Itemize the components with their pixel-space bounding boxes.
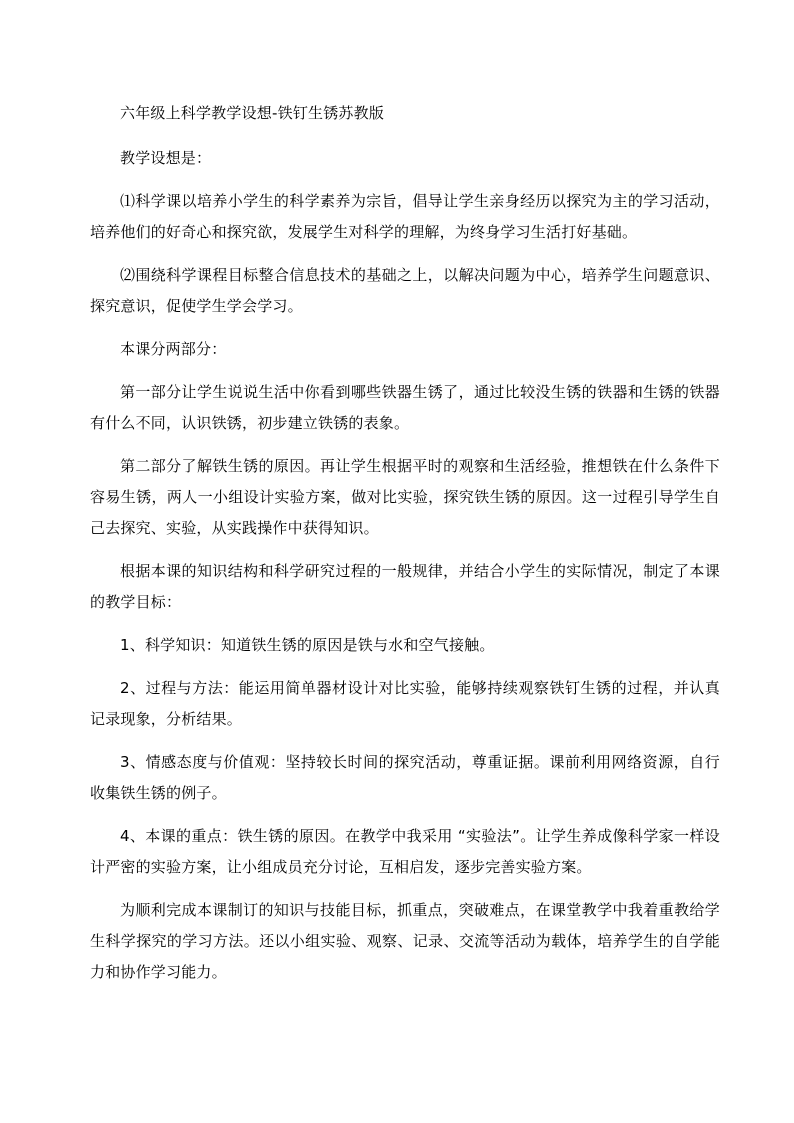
paragraph-part-2: 第二部分了解铁生锈的原因。再让学生根据平时的观察和生活经验，推想铁在什么条件下容易生锈，两人一小组设计实验方案，做对比实验，探究铁生锈的原因。这一过程引导学生自己去探究、实验，从实践操作中获得知识。	[90, 457, 720, 537]
paragraph-idea-1: ⑴科学课以培养小学生的科学素养为宗旨，倡导让学生亲身经历以探究为主的学习活动，培养他们的好奇心和探究欲，发展学生对科学的理解，为终身学习生活打好基础。	[90, 192, 720, 241]
paragraph-intro: 教学设想是：	[120, 149, 212, 167]
document-body	[90, 98, 720, 1000]
paragraph-goal-2: 2、过程与方法：能运用简单器材设计对比实验，能够持续观察铁钉生锈的过程，并认真记录现象，分析结果。	[90, 679, 720, 728]
paragraph-goal-1: 1、科学知识：知道铁生锈的原因是铁与水和空气接触。	[120, 636, 495, 654]
paragraph-goals-intro: 根据本课的知识结构和科学研究过程的一般规律，并结合小学生的实际情况，制定了本课的教学目标：	[90, 562, 720, 611]
paragraph-goal-3: 3、情感态度与价值观：坚持较长时间的探究活动，尊重证据。课前利用网络资源，自行收集铁生锈的例子。	[90, 753, 720, 802]
paragraph-parts-heading: 本课分两部分：	[120, 340, 227, 358]
paragraph-part-1: 第一部分让学生说说生活中你看到哪些铁器生锈了，通过比较没生锈的铁器和生锈的铁器有什么不同，认识铁锈，初步建立铁锈的表象。	[90, 383, 720, 432]
document-title: 六年级上科学教学设想-铁钉生锈苏教版	[120, 104, 385, 122]
paragraph-idea-2: ⑵围绕科学课程目标整合信息技术的基础之上，以解决问题为中心，培养学生问题意识、探究意识，促使学生学会学习。	[90, 266, 720, 315]
paragraph-goal-4: 4、本课的重点：铁生锈的原因。在教学中我采用 “实验法”。让学生养成像科学家一样设计严密的实验方案，让小组成员充分讨论，互相启发，逐步完善实验方案。	[90, 827, 720, 876]
paragraph-conclusion: 为顺利完成本课制订的知识与技能目标，抓重点，突破难点，在课堂教学中我着重教给学生科学探究的学习方法。还以小组实验、观察、记录、交流等活动为载体，培养学生的自学能力和协作学习能力。	[90, 901, 720, 981]
